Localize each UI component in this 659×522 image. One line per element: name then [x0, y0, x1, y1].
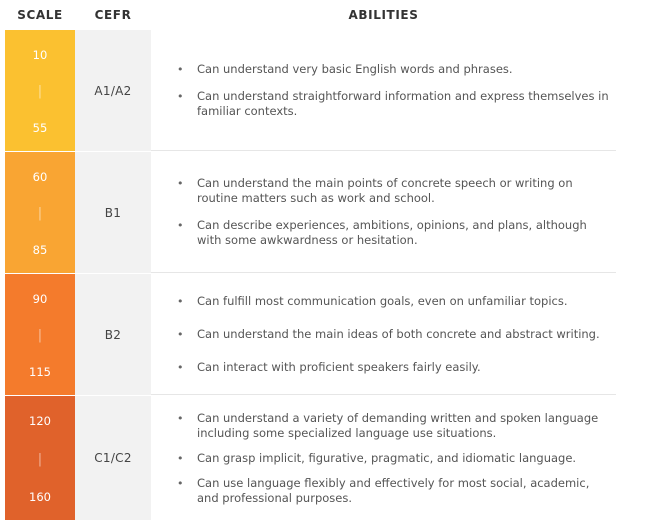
- scale-separator: |: [37, 84, 43, 99]
- ability-item: • Can understand the main ideas of both concrete and abstract writing.: [175, 327, 612, 342]
- cefr-level: A1/A2: [75, 30, 151, 151]
- ability-item: • Can grasp implicit, figurative, pragmatic, and idiomatic language.: [175, 451, 612, 466]
- scale-low: 60: [32, 170, 48, 184]
- scale-high: 55: [32, 121, 48, 135]
- scale-separator: |: [37, 328, 43, 343]
- scale-high: 115: [29, 365, 51, 379]
- ability-item: • Can understand very basic English words and phrases.: [175, 62, 612, 77]
- scale-low: 10: [32, 48, 48, 62]
- table-row: [0, 152, 659, 273]
- abilities-list: [151, 274, 616, 395]
- scale-low: 120: [29, 414, 51, 428]
- scale-high: 85: [32, 243, 48, 257]
- abilities-list: [151, 30, 616, 151]
- scale-cell: [5, 274, 75, 395]
- cefr-level: B1: [75, 152, 151, 273]
- cefr-level: C1/C2: [75, 396, 151, 520]
- scale-separator: |: [37, 206, 43, 221]
- ability-item: • Can use language flexibly and effectively for most social, academic, and professional purposes.: [175, 476, 612, 506]
- scale-cell: [5, 30, 75, 151]
- header-cefr: CEFR: [94, 8, 132, 22]
- ability-item: • Can understand straightforward information and express themselves in familiar contexts.: [175, 89, 612, 119]
- header-abilities: ABILITIES: [348, 8, 419, 22]
- ability-item: • Can fulfill most communication goals, even on unfamiliar topics.: [175, 294, 612, 309]
- table-row: [0, 30, 659, 151]
- scale-low: 90: [32, 292, 48, 306]
- scale-cell: [5, 396, 75, 520]
- table-row: [0, 396, 659, 520]
- scale-separator: |: [37, 451, 43, 467]
- abilities-list: [151, 152, 616, 273]
- abilities-list: [151, 396, 616, 520]
- table-row: [0, 274, 659, 395]
- ability-item: • Can understand the main points of concrete speech or writing on routine matters such as work and school.: [175, 176, 612, 206]
- ability-item: • Can describe experiences, ambitions, opinions, and plans, although with some awkwardness or hesitation.: [175, 218, 612, 248]
- ability-item: • Can interact with proficient speakers fairly easily.: [175, 360, 612, 375]
- scale-cell: [5, 152, 75, 273]
- cefr-level: B2: [75, 274, 151, 395]
- header-scale: SCALE: [17, 8, 63, 22]
- ability-item: • Can understand a variety of demanding written and spoken language including some specialized language use situations.: [175, 411, 612, 441]
- scale-high: 160: [29, 490, 51, 504]
